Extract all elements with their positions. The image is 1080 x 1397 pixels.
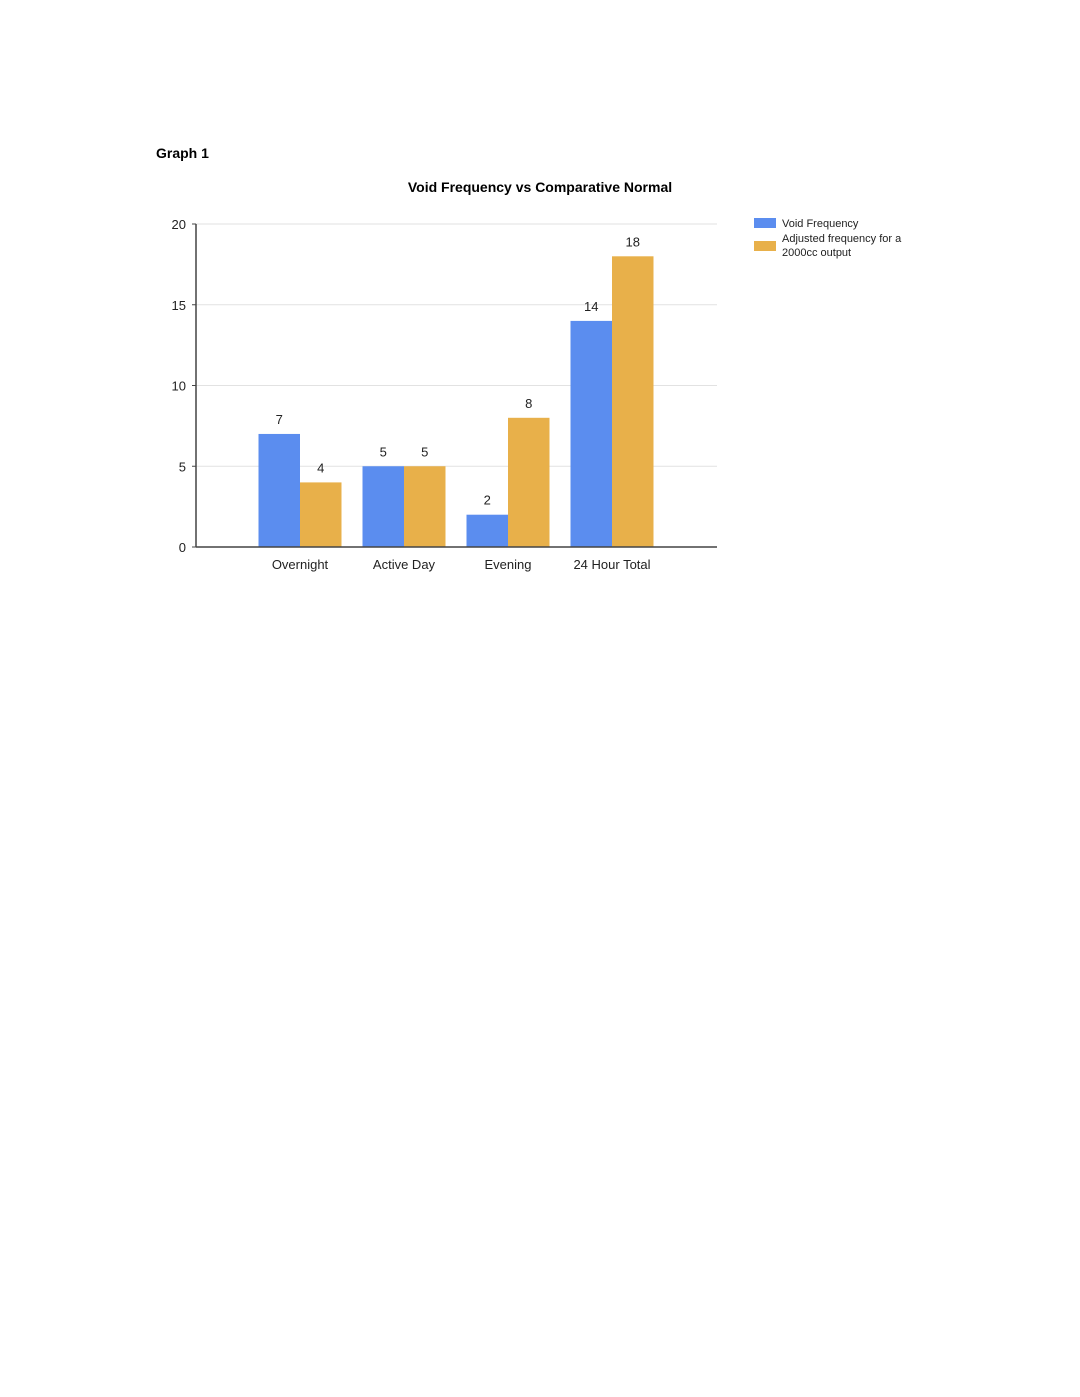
legend — [754, 218, 902, 259]
y-tick-label: 15 — [171, 297, 186, 313]
legend-label-void-frequency: Void Frequency — [782, 218, 859, 230]
data-label: 14 — [584, 298, 599, 314]
x-tick-label: Active Day — [372, 557, 436, 572]
bar-void-frequency — [571, 321, 613, 547]
x-tick-label: 24 Hour Total — [573, 557, 651, 572]
data-label: 5 — [379, 444, 387, 460]
legend-swatch-void-frequency — [754, 218, 776, 228]
page-heading: Graph 1 — [156, 145, 209, 161]
data-label: 18 — [625, 234, 640, 250]
bar-void-frequency — [259, 434, 301, 547]
data-label: 5 — [421, 444, 429, 460]
y-tick-label: 20 — [171, 217, 186, 232]
y-tick-label: 5 — [178, 459, 186, 475]
y-tick-label: 10 — [171, 378, 186, 394]
y-tick-label: 0 — [178, 540, 186, 555]
data-label: 7 — [275, 411, 283, 427]
legend-label-adjusted-frequency: Adjusted frequency for a 2000cc output — [782, 233, 902, 259]
bar-adjusted-frequency — [612, 256, 654, 547]
bar-adjusted-frequency — [404, 466, 446, 547]
chart-title: Void Frequency vs Comparative Normal — [407, 179, 673, 195]
bar-adjusted-frequency — [300, 482, 342, 547]
data-label: 8 — [525, 395, 533, 411]
legend-swatch-adjusted-frequency — [754, 241, 776, 251]
x-tick-label: Evening — [484, 557, 532, 572]
data-label: 4 — [317, 460, 325, 476]
bar-chart — [0, 0, 1080, 620]
x-tick-label: Overnight — [271, 557, 329, 572]
data-label: 2 — [483, 492, 491, 508]
bar-adjusted-frequency — [508, 418, 550, 547]
bar-void-frequency — [363, 466, 405, 547]
bar-void-frequency — [467, 515, 509, 547]
